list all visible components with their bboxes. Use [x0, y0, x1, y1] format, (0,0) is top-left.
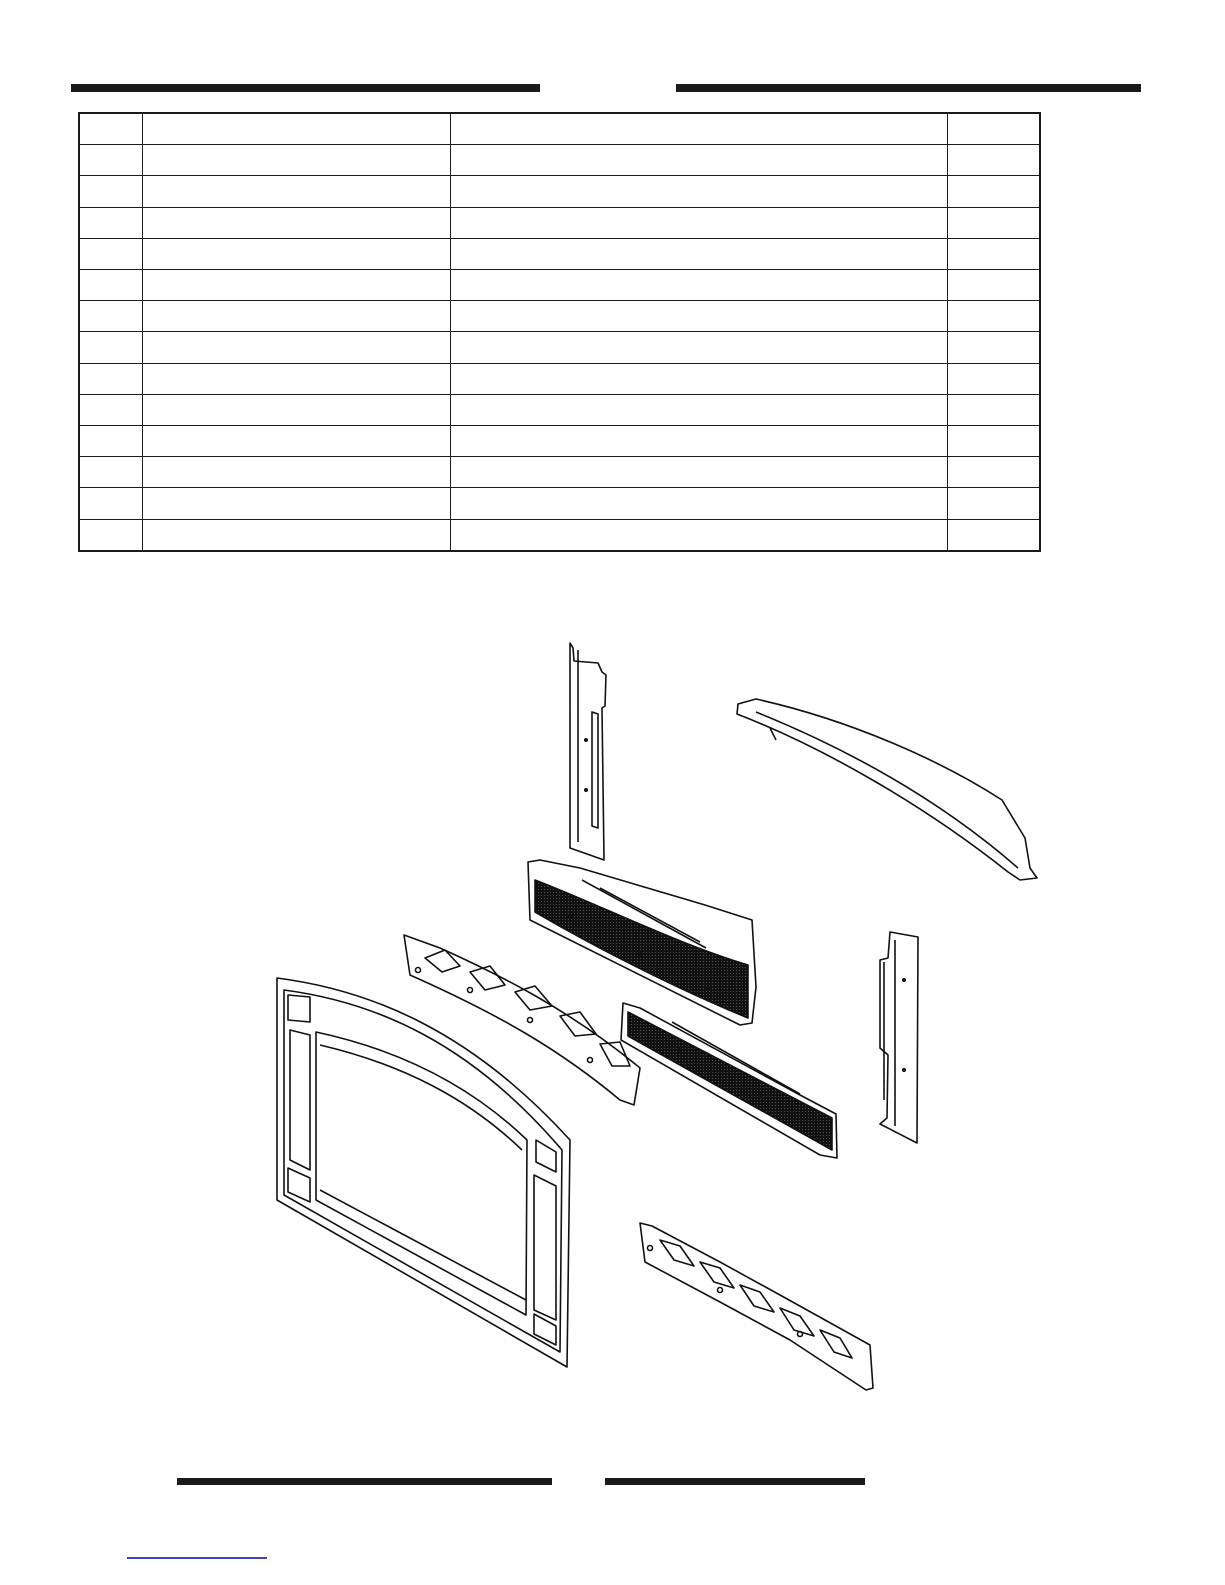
footer-link-underline[interactable]: [127, 1557, 267, 1559]
footer-rule-right: [605, 1478, 865, 1485]
lower-louver: [621, 1003, 837, 1158]
footer-rule-left: [177, 1478, 552, 1485]
left-side-panel: [570, 643, 606, 860]
decorative-arch-screen: [404, 935, 640, 1105]
right-side-panel: [880, 932, 918, 1143]
front-door-frame: [277, 978, 570, 1367]
top-arch-trim: [737, 699, 1037, 880]
upper-louver: [528, 860, 756, 1025]
bottom-decorative-screen: [640, 1223, 873, 1390]
